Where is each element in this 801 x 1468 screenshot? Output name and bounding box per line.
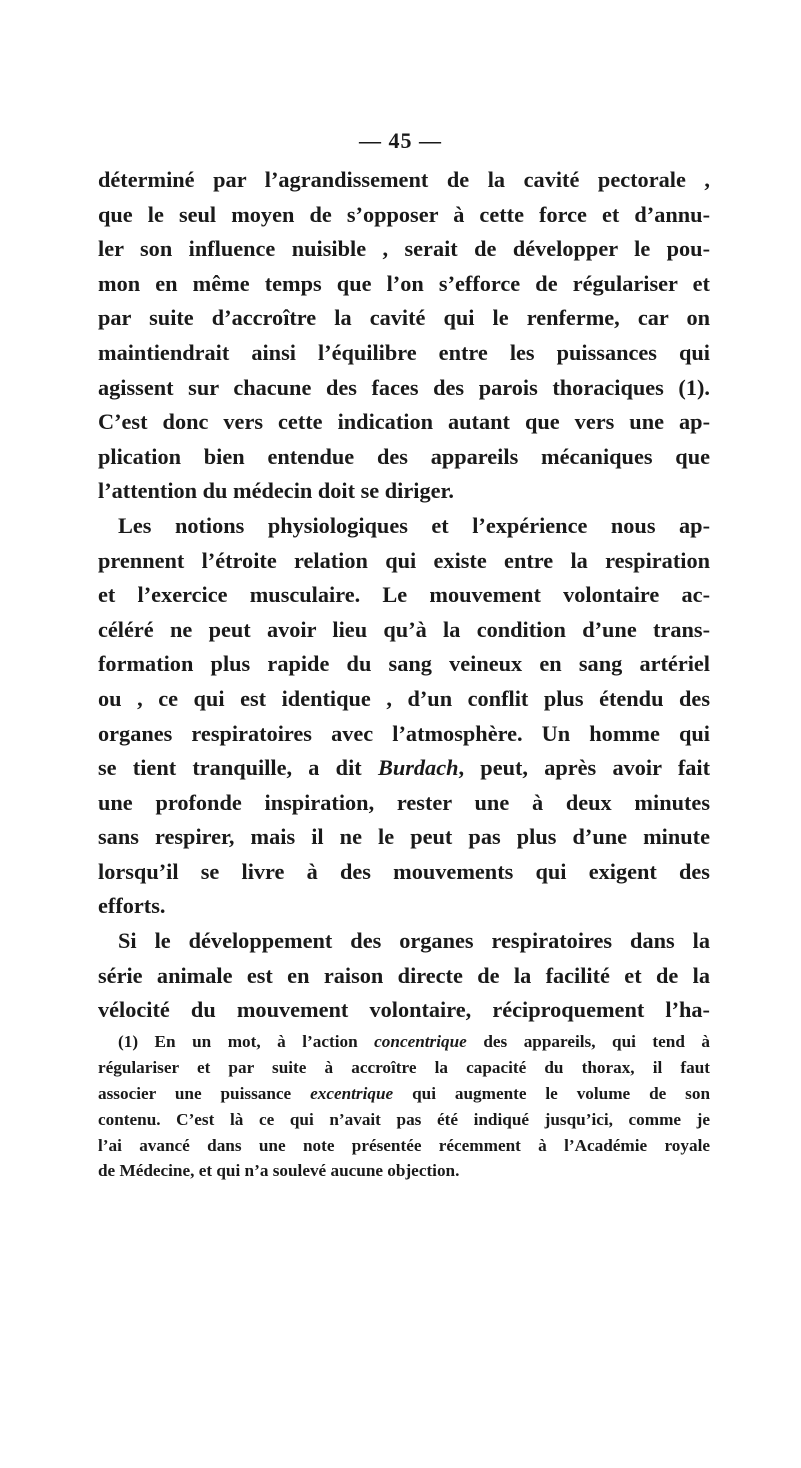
author-name: Burdach (377, 755, 459, 781)
text-line: que le seul moyen de s’opposer à cette force et d’annu- (98, 201, 710, 227)
text-line: par suite d’accroître la cavité qui le renferme, car on (98, 305, 710, 331)
text-line: et l’exercice musculaire. Le mouvement volontaire ac- (98, 582, 710, 608)
main-text (98, 163, 710, 1028)
footnote-text: qui augmente le volume de son (412, 1083, 710, 1103)
text-line: plication bien entendue des appareils mécaniques que (98, 443, 710, 469)
footnote-line (98, 1081, 710, 1107)
text-line: formation plus rapide du sang veineux en sang artériel (98, 651, 710, 677)
text-line: C’est donc vers cette indication autant que vers une ap- (98, 409, 710, 435)
text-line: ler son influence nuisible , serait de développer le pou- (98, 236, 710, 262)
footnote-text: associer une puissance (98, 1083, 292, 1103)
text-line: sans respirer, mais il ne le peut pas plus d’une minute (98, 824, 710, 850)
text-line-end: , peut, après avoir fait (458, 755, 710, 781)
text-line: agissent sur chacune des faces des parois thoraciques (1). (98, 374, 710, 400)
footnote-text: des appareils, qui tend à (483, 1032, 710, 1051)
text-line: prennent l’étroite relation qui existe entre la respiration (98, 547, 710, 573)
footnote-line: contenu. C’est là ce qui n’avait pas été indiqué jusqu’ici, comme je (98, 1109, 710, 1129)
text-line: série animale est en raison directe de la facilité et de la (98, 962, 710, 988)
text-line: déterminé par l’agrandissement de la cavité pectorale , (98, 167, 710, 192)
text-line: vélocité du mouvement volontaire, réciproquement l’ha- (98, 997, 710, 1023)
footnote-emphasis: excentrique (310, 1083, 394, 1103)
text-line: efforts. (98, 893, 166, 919)
text-line-with-author (98, 751, 710, 786)
text-line: Si le développement des organes respiratoires dans la (118, 928, 710, 954)
text-line: organes respiratoires avec l’atmosphère. Un homme qui (98, 720, 710, 746)
text-line-start: se tient tranquille, a dit (98, 755, 362, 781)
text-line: céléré ne peut avoir lieu qu’à la condition d’une trans- (98, 616, 710, 642)
text-line: lorsqu’il se livre à des mouvements qui exigent des (98, 858, 710, 884)
text-line: maintiendrait ainsi l’équilibre entre les puissances qui (98, 339, 710, 365)
text-line: mon en même temps que l’on s’efforce de régulariser et (98, 270, 710, 296)
footnote-line (98, 1029, 710, 1055)
text-line: ou , ce qui est identique , d’un conflit plus étendu des (98, 685, 710, 711)
text-line: une profonde inspiration, rester une à deux minutes (98, 789, 710, 815)
footnote-emphasis: concentrique (374, 1032, 467, 1051)
footnote-line: de Médecine, et qui n’a soulevé aucune objection. (98, 1161, 460, 1181)
footnote-line: régulariser et par suite à accroître la capacité du thorax, il faut (98, 1057, 710, 1077)
footnote-text: (1) En un mot, à l’action (118, 1032, 358, 1051)
text-line: l’attention du médecin doit se diriger. (98, 478, 454, 504)
text-line: Les notions physiologiques et l’expérience nous ap- (118, 512, 710, 538)
page-number: — 45 — (359, 128, 442, 153)
footnote-line: l’ai avancé dans une note présentée récemment à l’Académie royale (98, 1135, 710, 1155)
footnote (98, 1029, 710, 1184)
